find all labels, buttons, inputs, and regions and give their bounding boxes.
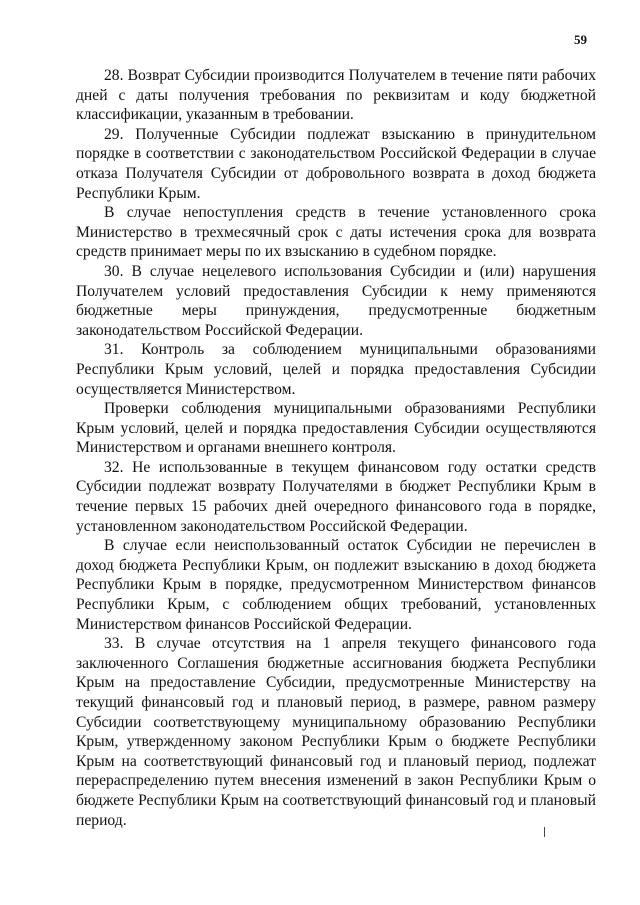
paragraph-28: 28. Возврат Субсидии производится Получателем в течение пяти рабочих дней с даты получения требования по реквизитам и коду бюджетной классификации, указанным в требовании. bbox=[76, 67, 596, 124]
paragraph-30: 30. В случае нецелевого использования Субсидии и (или) нарушения Получателем условий предоставления Субсидии к нему применяются бюджетные меры принуждения, предусмотренные бюджетным законодательством Российской Федерации. bbox=[76, 262, 596, 339]
paragraph-29-non-receipt: В случае непоступления средств в течение установленного срока Министерство в трехмесячный срок с даты истечения срока для возврата средств принимает меры по их взысканию в судебном порядке. bbox=[76, 204, 596, 261]
scan-mark bbox=[544, 827, 545, 837]
paragraph-31: 31. Контроль за соблюдением муниципальными образованиями Республики Крым условий, целей и порядка предоставления Субсидии осуществляется Министерством. bbox=[76, 341, 596, 398]
paragraph-32: 32. Не использованные в текущем финансовом году остатки средств Субсидии подлежат возврату Получателями в бюджет Республики Крым в течение первых 15 рабочих дней очередного финансового года в порядке, установленном законодательством Российской Федерации. bbox=[76, 458, 596, 535]
paragraph-29: 29. Полученные Субсидии подлежат взысканию в принудительном порядке в соответствии с законодательством Российской Федерации в случае отказа Получателя Субсидии от добровольного возврата в доход бюджета Республики Крым. bbox=[76, 125, 596, 202]
page-number: 59 bbox=[574, 32, 587, 47]
paragraph-32-unreturned-balance: В случае если неиспользованный остаток Субсидии не перечислен в доход бюджета Республики Крым, он подлежит взысканию в доход бюджета Республики Крым в порядке, предусмотренном Министерством финансов Республики Крым, с соблюдением общих требований, установленных Министерством финансов Российской Федерации. bbox=[76, 537, 596, 633]
paragraph-31-inspections: Проверки соблюдения муниципальными образованиями Республики Крым условий, целей и порядка предоставления Субсидии осуществляются Министерством и органами внешнего контроля. bbox=[76, 400, 596, 457]
document-body bbox=[76, 66, 596, 830]
paragraph-33: 33. В случае отсутствия на 1 апреля текущего финансового года заключенного Соглашения бюджетные ассигнования бюджета Республики Крым на предоставление Субсидии, предусмотренные Министерству на текущий финансовый год и плановый период, в размере, равном размеру Субсидии соответствующему муниципальному образованию Республики Крым, утвержденному законом Республики Крым о бюджете Республики Крым на соответствующий финансовый год и плановый период, подлежат перераспределению путем внесения изменений в закон Республики Крым о бюджете Республики Крым на соответствующий финансовый год и плановый период. bbox=[76, 635, 596, 829]
